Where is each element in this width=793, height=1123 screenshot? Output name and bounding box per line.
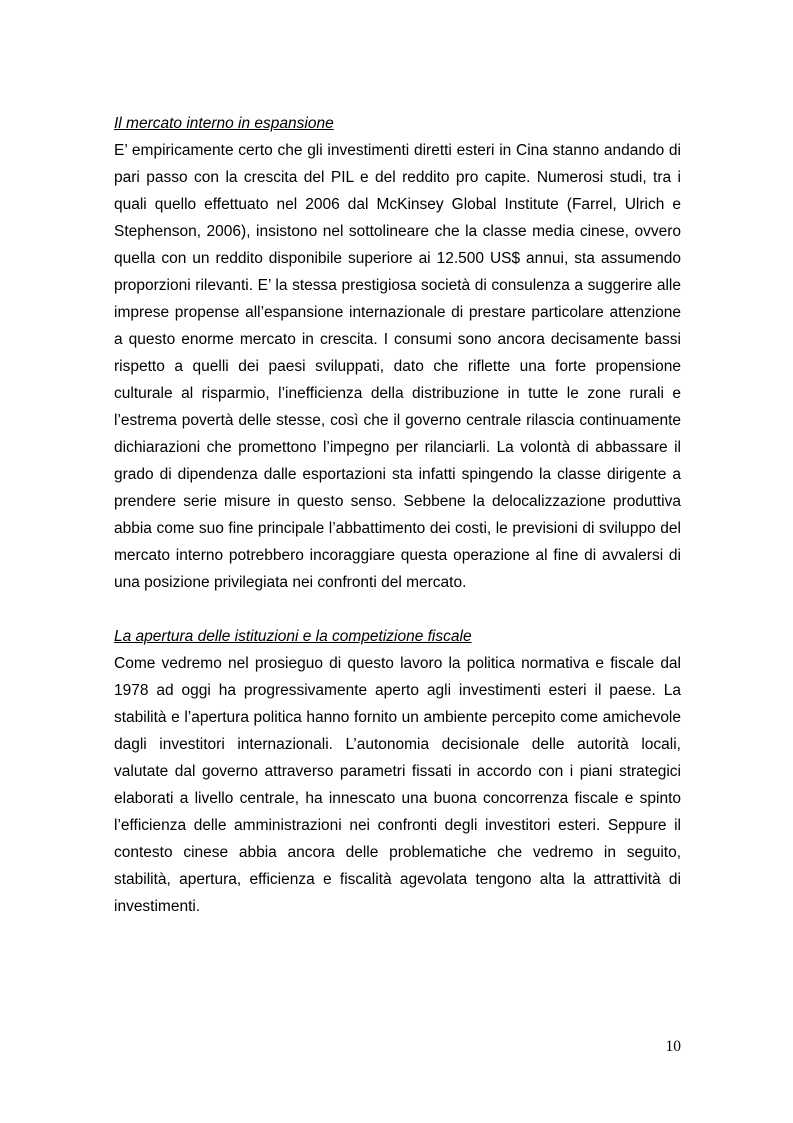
section-internal-market: [114, 110, 681, 596]
page-content: [114, 110, 681, 920]
section-institutions-openness: [114, 623, 681, 920]
section-paragraph: E’ empiricamente certo che gli investimenti diretti esteri in Cina stanno andando di pari passo con la crescita del PIL e del reddito pro capite. Numerosi studi, tra i quali quello effettuato nel 2006 dal McKinsey Global Institute (Farrel, Ulrich e Stephenson, 2006), insistono nel sottolineare che la classe media cinese, ovvero quella con un reddito disponibile superiore ai 12.500 US$ annui, sta assumendo proporzioni rilevanti. E’ la stessa prestigiosa società di consulenza a suggerire alle imprese propense all’espansione internazionale di prestare particolare attenzione a questo enorme mercato in crescita. I consumi sono ancora decisamente bassi rispetto a quelli dei paesi sviluppati, dato che riflette una forte propensione culturale al risparmio, l’inefficienza della distribuzione in tutte le zone rurali e l’estrema povertà delle stesse, così che il governo centrale rilascia continuamente dichiarazioni che promettono l’impegno per rilanciarli. La volontà di abbassare il grado di dipendenza dalle esportazioni sta infatti spingendo la classe dirigente a prendere serie misure in questo senso. Sebbene la delocalizzazione produttiva abbia come suo fine principale l’abbattimento dei costi, le previsioni di sviluppo del mercato interno potrebbero incoraggiare questa operazione al fine di avvalersi di una posizione privilegiata nei confronti del mercato.: [114, 142, 681, 591]
section-paragraph: Come vedremo nel prosieguo di questo lavoro la politica normativa e fiscale dal 1978 ad oggi ha progressivamente aperto agli investimenti esteri il paese. La stabilità e l’apertura politica hanno fornito un ambiente percepito come amichevole dagli investitori internazionali. L’autonomia decisionale delle autorità locali, valutate dal governo attraverso parametri fissati in accordo con i piani strategici elaborati a livello centrale, ha innescato una buona concorrenza fiscale e spinto l’efficienza delle amministrazioni nei confronti degli investitori esteri. Seppure il contesto cinese abbia ancora delle problematiche che vedremo in seguito, stabilità, apertura, efficienza e fiscalità agevolata tengono alta la attrattività di investimenti.: [114, 655, 681, 915]
section-heading: Il mercato interno in espansione: [114, 115, 334, 132]
page-number: 10: [665, 1038, 681, 1055]
section-heading: La apertura delle istituzioni e la competizione fiscale: [114, 628, 472, 645]
